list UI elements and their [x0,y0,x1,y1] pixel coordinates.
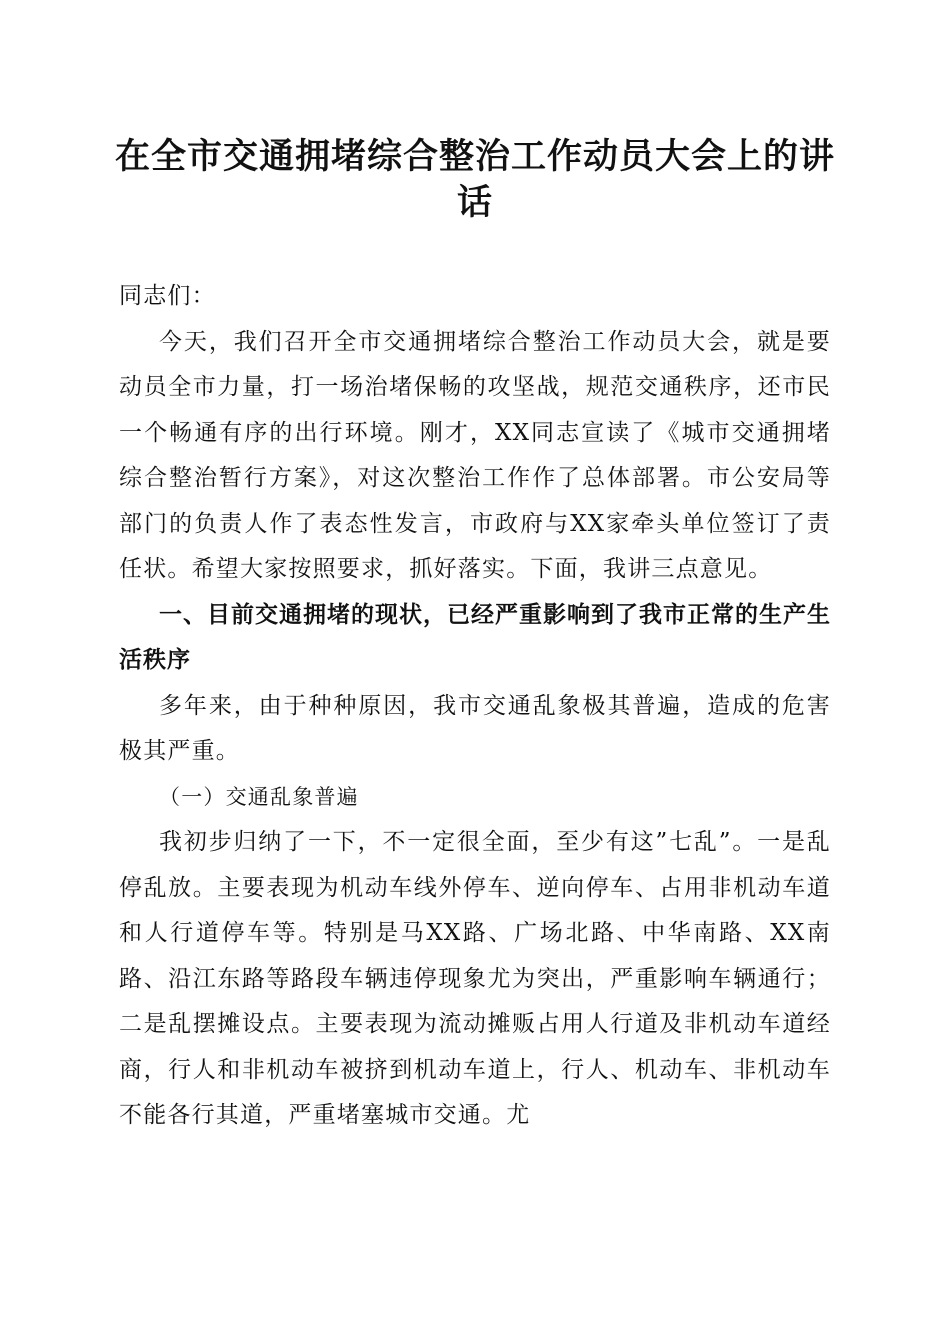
salutation: 同志们： [119,283,216,309]
document-title: 在全市交通拥堵综合整治工作动员大会上的讲话 [114,136,835,223]
subsection-1-paragraph: 我初步归纳了一下，不一定很全面，至少有这”七乱”。一是乱停乱放。主要表现为机动车线外停车、逆向停车、占用非机动车道和人行道停车等。特别是马XX路、广场北路、中华南路、XX南路、沿江东路等路段车辆违停现象尤为突出，严重影响车辆通行；二是乱摆摊设点。主要表现为流动摊贩占用人行道及非机动车道经商，行人和非机动车被挤到机动车道上，行人、机动车、非机动车不能各行其道，严重堵塞城市交通。尤 [119,829,831,1128]
section-1-intro-paragraph: 多年来，由于种种原因，我市交通乱象极其普遍，造成的危害极其严重。 [119,692,831,764]
subsection-heading-1: （一）交通乱象普遍 [159,784,359,809]
document-body [119,274,831,1139]
section-heading-1: 一、目前交通拥堵的现状，已经严重影响到了我市正常的生产生活秩序 [119,601,831,673]
intro-paragraph: 今天，我们召开全市交通拥堵综合整治工作动员大会，就是要动员全市力量，打一场治堵保畅的攻坚战，规范交通秩序，还市民一个畅通有序的出行环境。刚才，XX同志宣读了《城市交通拥堵综合整治暂行方案》，对这次整治工作作了总体部署。市公安局等部门的负责人作了表态性发言，市政府与XX家牵头单位签订了责任状。希望大家按照要求，抓好落实。下面，我讲三点意见。 [119,328,831,582]
